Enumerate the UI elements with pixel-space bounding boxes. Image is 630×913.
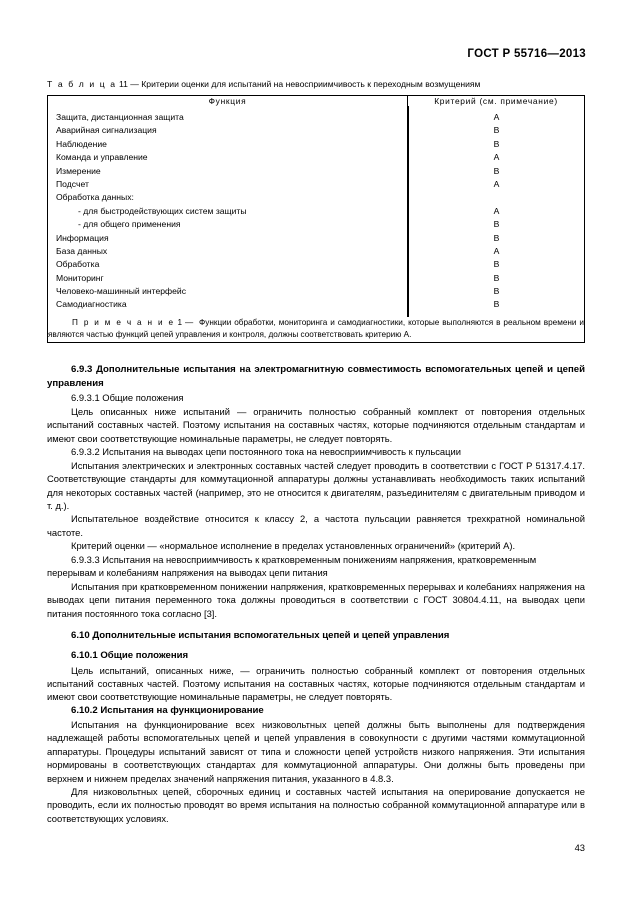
page-content [47, 78, 585, 825]
section-heading-6-10: 6.10 Дополнительные испытания вспомогательных цепей и цепей управления [71, 630, 450, 642]
table-row: Аварийная сигнализация [56, 125, 157, 136]
criterion-value: B [493, 272, 500, 283]
table-note-row [48, 317, 585, 343]
section-heading-6-9-3-1: 6.9.3.1 Общие положения [71, 392, 184, 404]
criterion-value: B [493, 138, 500, 149]
column-header-function: Функция [208, 96, 247, 106]
table-caption-dash: — [130, 79, 139, 89]
criterion-value [409, 191, 584, 204]
table-caption-text: Критерии оценки для испытаний на невосприимчивость к переходным возмущениям [141, 79, 481, 89]
paragraph-6-9-3-2-criterion: Критерий оценки — «нормальное исполнение в пределах установленных ограничений» (критерий А). [71, 540, 516, 552]
page-header-standard-id: ГОСТ Р 55716—2013 [467, 48, 586, 60]
criterion-value: A [493, 178, 500, 189]
criterion-value: B [493, 259, 500, 270]
criterion-value: B [493, 232, 500, 243]
table-row: Человеко-машинный интерфейс [56, 286, 186, 297]
criterion-value: A [493, 112, 500, 122]
table-row: - для быстродействующих систем защиты [78, 205, 247, 216]
paragraph-6-9-3-2-body-1: Испытания электрических и электронных составных частей следует проводить в соответствии с ГОСТ Р 51317.4.17. Соответствующие стандарты для коммутационной аппаратуры должны устанавливать необходимость таких испытаний для некоторых составных частей (например, это не относится к двигателям, разъединителям с двигательным приводом и т. д.). [47, 459, 585, 512]
note-text: Функции обработки, мониторинга и самодиагностики, которые выполняются в реальном времени и являются частью функций цепей управления и контроля, должны соответствовать критерию А. [48, 317, 584, 340]
function-column-cell [48, 106, 408, 317]
table-row: Обработка [56, 259, 100, 270]
table-row: Защита, дистанционная защита [56, 112, 184, 122]
section-heading-6-9-3-2: 6.9.3.2 Испытания на выводах цепи постоянного тока на невосприимчивость к пульсации [71, 446, 461, 458]
table-caption-label: Т а б л и ц а [47, 79, 117, 89]
spacer [47, 620, 585, 629]
page-number: 43 [574, 842, 585, 853]
table-row: Мониторинг [56, 272, 104, 283]
criterion-value: B [493, 219, 500, 230]
paragraph-6-10-1-body: Цель испытаний, описанных ниже, — ограничить полностью собранный комплект от повторения отдельных испытаний составных частей. Поэтому испытания на составных частях, которые подчиняются отдельным стандартам и имеют свои соответствующие номинальные параметры, не следует повторять. [47, 664, 585, 703]
criterion-value: A [493, 152, 500, 163]
criterion-value: B [493, 299, 500, 310]
criterion-column-cell [408, 106, 585, 317]
section-heading-6-10-2: 6.10.2 Испытания на функционирование [71, 704, 264, 716]
paragraph-6-9-3-2-body-2: Испытательное воздействие относится к классу 2, а частота пульсации равняется трехкратной номинальной частоте. [47, 513, 585, 538]
criterion-value: B [493, 165, 500, 176]
paragraph-6-10-2-body-2: Для низковольтных цепей, сборочных единиц и составных частей испытания на оперирование допускается не проводить, если их полностью проводят во время испытания на полностью собранной коммутационной аппаратуре или в соответствующих условиях. [47, 785, 585, 824]
function-list [48, 106, 407, 317]
table-row: Информация [56, 232, 109, 243]
table-note-cell [48, 317, 585, 343]
table-row: Подсчет [56, 178, 89, 189]
table-row: Самодиагностика [56, 299, 127, 310]
column-header-criterion: Критерий (см. примечание) [434, 96, 558, 106]
table-caption-number: 11 [118, 79, 128, 89]
section-heading-6-9-3-3: 6.9.3.3 Испытания на невосприимчивость к кратковременным понижениям напряжения, кратковременным перерывам и колебаниям напряжения на выводах цепи питания [47, 553, 537, 579]
criterion-list [408, 106, 584, 317]
table-header-row [48, 96, 585, 107]
table-row: Обработка данных: [56, 192, 134, 203]
section-heading-6-10-1: 6.10.1 Общие положения [71, 650, 189, 662]
note-label: П р и м е ч а н и е [72, 317, 175, 327]
table-row: Наблюдение [56, 138, 107, 149]
criterion-value: B [493, 125, 500, 136]
criterion-value: B [493, 286, 500, 297]
section-heading-6-9-3: 6.9.3 Дополнительные испытания на электромагнитную совместимость вспомогательных цепей и цепей управления [47, 364, 585, 390]
note-number: 1 — [177, 317, 194, 327]
paragraph-6-10-2-body-1: Испытания на функционирование всех низковольтных цепей должны быть выполнены для подтверждения надлежащей работы вспомогательных цепей и цепей управления в совокупности с другими частями коммутационной аппаратуры. Процедуры испытаний зависят от типа и сложности цепей устройств низкого напряжения. Эти испытания нормированы в соответствующих стандартах для коммутационной аппаратуры. Они должны быть проведены при верхнем и нижнем пределах значений напряжения питания, указанного в 4.8.3. [47, 718, 585, 784]
criterion-value: A [493, 205, 500, 216]
criteria-table [47, 95, 585, 343]
body-text-block [47, 363, 585, 825]
paragraph-6-9-3-3-body: Испытания при кратковременном понижении напряжения, кратковременных перерывах и колебаниях напряжения на выводах цепи питания переменного тока должны проводиться в соответствии с ГОСТ 30804.4.11, на выводах цепи питания постоянного тока согласно [3]. [47, 580, 585, 619]
table-row: - для общего применения [78, 219, 181, 230]
criterion-value: A [493, 245, 500, 256]
table-body-row [48, 106, 585, 317]
table-row: Команда и управление [56, 152, 148, 163]
paragraph-6-9-3-1-body: Цель описанных ниже испытаний — ограничить полностью собранный комплект от повторения отдельных испытаний составных частей. Поэтому испытания на составных частях, которые подчиняются отдельным стандартам и имеют свои соответствующие номинальные параметры, не следует повторять. [47, 406, 585, 444]
table-row: База данных [56, 245, 108, 256]
table-row: Измерение [56, 165, 101, 176]
table-caption [47, 78, 585, 90]
